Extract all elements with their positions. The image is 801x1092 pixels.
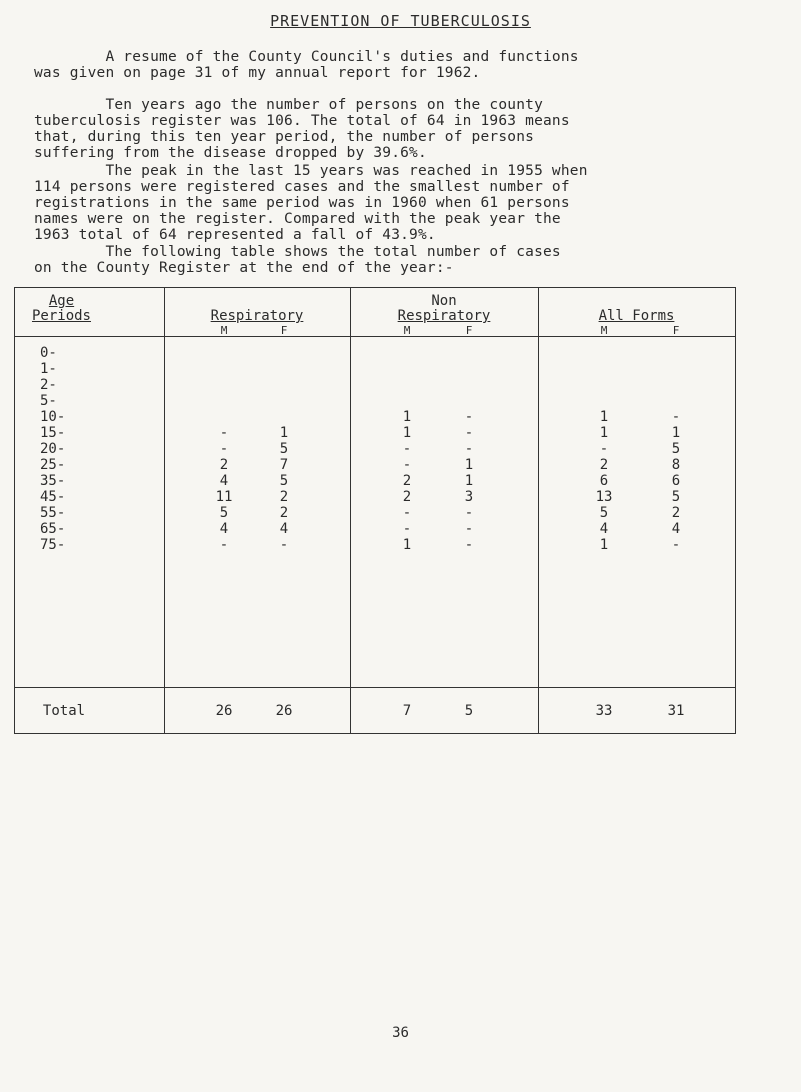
cell-resp-m: - — [219, 537, 229, 553]
cell-nonresp-m: 1 — [402, 409, 412, 425]
cell-nonresp-m: 2 — [402, 489, 412, 505]
age-cell: 2- — [40, 377, 57, 393]
cell-resp-f: 1 — [279, 425, 289, 441]
age-cell: 35- — [40, 473, 66, 489]
header-resp-m: M — [220, 324, 228, 337]
cell-nonresp-m: - — [402, 521, 412, 537]
header-non-respiratory: Respiratory — [397, 308, 491, 324]
header-non: Non — [431, 293, 457, 309]
cell-all-m: 1 — [599, 425, 609, 441]
cell-nonresp-f: 3 — [464, 489, 474, 505]
header-periods: Periods — [31, 308, 91, 324]
cell-all-f: 8 — [671, 457, 681, 473]
header-all-forms: All Forms — [598, 308, 675, 324]
table-right-rule — [735, 287, 736, 734]
cell-nonresp-f: - — [464, 409, 474, 425]
total-nonresp-f: 5 — [464, 703, 474, 719]
cell-all-m: 1 — [599, 537, 609, 553]
header-respiratory: Respiratory — [210, 308, 304, 324]
age-cell: 0- — [40, 345, 57, 361]
header-resp-f: F — [280, 324, 288, 337]
cell-nonresp-m: 2 — [402, 473, 412, 489]
cell-resp-f: 5 — [279, 473, 289, 489]
age-cell: 25- — [40, 457, 66, 473]
cell-nonresp-m: - — [402, 457, 412, 473]
table-bottom-rule — [14, 733, 736, 734]
cell-all-f: 5 — [671, 441, 681, 457]
table-col-rule-1 — [164, 287, 165, 734]
cases-table — [14, 287, 736, 735]
paragraph-4: The following table shows the total number of cases on the County Register at the end of the year:- — [34, 244, 561, 276]
cell-resp-m: 4 — [219, 473, 229, 489]
cell-all-f: - — [671, 409, 681, 425]
cell-nonresp-m: - — [402, 505, 412, 521]
cell-nonresp-m: - — [402, 441, 412, 457]
cell-nonresp-f: - — [464, 537, 474, 553]
cell-resp-m: 4 — [219, 521, 229, 537]
header-all-f: F — [672, 324, 680, 337]
total-all-m: 33 — [595, 703, 613, 719]
age-cell: 45- — [40, 489, 66, 505]
age-cell: 1- — [40, 361, 57, 377]
header-nonresp-f: F — [465, 324, 473, 337]
cell-resp-m: 11 — [215, 489, 233, 505]
cell-nonresp-f: - — [464, 505, 474, 521]
total-nonresp-m: 7 — [402, 703, 412, 719]
cell-all-m: 6 — [599, 473, 609, 489]
age-cell: 55- — [40, 505, 66, 521]
cell-all-f: - — [671, 537, 681, 553]
cell-resp-f: 2 — [279, 489, 289, 505]
header-nonresp-m: M — [403, 324, 411, 337]
cell-nonresp-m: 1 — [402, 537, 412, 553]
age-cell: 5- — [40, 393, 57, 409]
cell-resp-f: 7 — [279, 457, 289, 473]
cell-nonresp-f: 1 — [464, 473, 474, 489]
age-cell: 65- — [40, 521, 66, 537]
cell-nonresp-f: 1 — [464, 457, 474, 473]
cell-nonresp-f: - — [464, 521, 474, 537]
header-all-m: M — [600, 324, 608, 337]
table-top-rule — [14, 287, 736, 288]
cell-resp-m: 5 — [219, 505, 229, 521]
total-all-f: 31 — [667, 703, 685, 719]
cell-all-m: 5 — [599, 505, 609, 521]
table-col-rule-2 — [350, 287, 351, 734]
table-left-rule — [14, 287, 15, 734]
total-resp-m: 26 — [215, 703, 233, 719]
cell-all-m: 2 — [599, 457, 609, 473]
cell-all-f: 6 — [671, 473, 681, 489]
age-cell: 75- — [40, 537, 66, 553]
paragraph-2: Ten years ago the number of persons on the county tuberculosis register was 106. The total of 64 in 1963 means that, during this ten year period, the number of persons suffering from the disease dropped by 39.6%. — [34, 97, 570, 161]
total-label: Total — [42, 703, 86, 719]
cell-resp-m: - — [219, 441, 229, 457]
cell-all-f: 4 — [671, 521, 681, 537]
paragraph-1: A resume of the County Council's duties and functions was given on page 31 of my annual report for 1962. — [34, 49, 579, 81]
table-col-rule-3 — [538, 287, 539, 734]
cell-resp-f: 5 — [279, 441, 289, 457]
cell-resp-f: - — [279, 537, 289, 553]
cell-all-f: 1 — [671, 425, 681, 441]
cell-all-m: 1 — [599, 409, 609, 425]
table-header-rule — [14, 336, 736, 337]
cell-nonresp-f: - — [464, 425, 474, 441]
cell-all-m: 13 — [595, 489, 613, 505]
cell-nonresp-f: - — [464, 441, 474, 457]
cell-all-m: - — [599, 441, 609, 457]
header-age: Age — [48, 293, 75, 309]
age-cell: 10- — [40, 409, 66, 425]
cell-resp-m: 2 — [219, 457, 229, 473]
cell-resp-f: 4 — [279, 521, 289, 537]
cell-resp-m: - — [219, 425, 229, 441]
age-cell: 15- — [40, 425, 66, 441]
cell-all-f: 5 — [671, 489, 681, 505]
cell-all-f: 2 — [671, 505, 681, 521]
age-cell: 20- — [40, 441, 66, 457]
paragraph-3: The peak in the last 15 years was reached in 1955 when 114 persons were registered cases and the smallest number of registrations in the same period was in 1960 when 61 persons names were on the register. Compared with the peak year the 1963 total of 64 represented a fall of 43.9%. — [34, 163, 588, 243]
cell-all-m: 4 — [599, 521, 609, 537]
table-total-rule — [14, 687, 736, 688]
page-number: 36 — [392, 1025, 409, 1041]
page-title: PREVENTION OF TUBERCULOSIS — [270, 12, 531, 30]
cell-nonresp-m: 1 — [402, 425, 412, 441]
cell-resp-f: 2 — [279, 505, 289, 521]
total-resp-f: 26 — [275, 703, 293, 719]
